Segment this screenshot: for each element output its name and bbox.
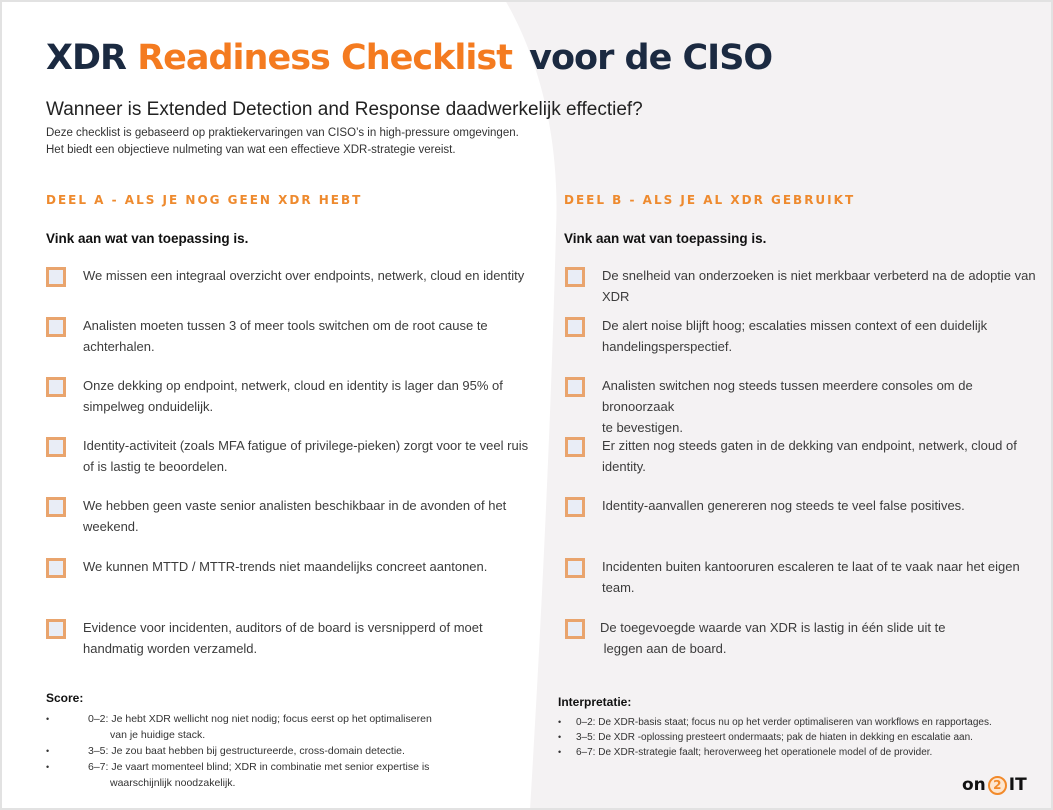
item-text-line-1: We hebben geen vaste senior analisten beschikbaar in de avonden of het (83, 498, 507, 513)
page-subtitle: Wanneer is Extended Detection and Response daadwerkelijk effectief? (46, 99, 643, 120)
logo-text-it: IT (1008, 775, 1027, 795)
score-heading: Score: (46, 691, 84, 705)
checkbox[interactable] (46, 558, 66, 578)
item-text-line-2: team. (602, 580, 635, 595)
title-part-readiness-checklist: Readiness Checklist (137, 38, 512, 78)
item-text-line-1: Onze dekking op endpoint, netwerk, cloud en identity is lager dan 95% of (83, 378, 503, 393)
item-text-line-1: Er zitten nog steeds gaten in de dekking van endpoint, netwerk, cloud of (602, 438, 1017, 453)
checkbox[interactable] (46, 619, 66, 639)
score-item-text: 6–7: Je vaart momenteel blind; XDR in combinatie met senior expertise is (88, 761, 430, 773)
checkbox[interactable] (46, 317, 66, 337)
item-text-line-1: De snelheid van onderzoeken is niet merkbaar verbeterd na de adoptie van (602, 268, 1036, 283)
item-text-line-2: te bevestigen. (602, 420, 683, 435)
item-text-line-1: Analisten switchen nog steeds tussen meerdere consoles om de bronoorzaak (602, 378, 973, 414)
score-item-text: 3–5: Je zou baat hebben bij gestructureerde, cross-domain detectie. (88, 745, 405, 757)
item-text-line-1: De alert noise blijft hoog; escalaties missen context of een duidelijk (602, 318, 988, 333)
logo-text-on: on (962, 775, 986, 795)
score-list (46, 711, 486, 791)
part-b-heading: DEEL B - ALS JE AL XDR GEBRUIKT (564, 193, 856, 207)
score-item-3 (46, 759, 486, 791)
item-text-line-2: XDR (602, 289, 630, 304)
part-a-instruction: Vink aan wat van toepassing is. (46, 231, 249, 246)
item-text-line-2: identity. (602, 459, 646, 474)
title-part-xdr: XDR (46, 38, 138, 78)
checkbox[interactable] (46, 497, 66, 517)
interpretation-item-3: • 6–7: De XDR-strategie faalt; heroverweeg het operationele model of de provider. (558, 745, 992, 760)
score-item-continuation: van je huidige stack. (110, 729, 206, 741)
item-text-line-1: Evidence voor incidenten, auditors of de board is versnipperd of moet (83, 620, 483, 635)
part-a-heading: DEEL A - ALS JE NOG GEEN XDR HEBT (46, 193, 363, 207)
checkbox[interactable] (565, 317, 585, 337)
item-text-line-2: handelingsperspectief. (602, 339, 733, 354)
interpretation-item-2: • 3–5: De XDR -oplossing presteert ondermaats; pak de hiaten in dekking en escalatie aan. (558, 730, 992, 745)
item-text-line-2: leggen aan de board. (600, 641, 727, 656)
intro-line-1: Deze checklist is gebaseerd op praktiekervaringen van CISO’s in high-pressure omgevingen. (46, 127, 519, 139)
item-text-line-1: De toegevoegde waarde van XDR is lastig in één slide uit te (600, 620, 946, 635)
on2it-logo (962, 774, 1027, 796)
checkbox[interactable] (565, 497, 585, 517)
score-item-text: 0–2: Je hebt XDR wellicht nog niet nodig; focus eerst op het optimaliseren (88, 713, 432, 725)
page-title (46, 34, 772, 82)
part-b-instruction: Vink aan wat van toepassing is. (564, 231, 767, 246)
title-part-voor-de-ciso: voor de CISO (517, 38, 773, 78)
checkbox[interactable] (565, 558, 585, 578)
score-item-1 (46, 711, 486, 743)
item-text-line-1: We missen een integraal overzicht over endpoints, netwerk, cloud en identity (83, 268, 525, 283)
checkbox[interactable] (46, 437, 66, 457)
item-text-line-2: achterhalen. (83, 339, 155, 354)
score-item-continuation: waarschijnlijk noodzakelijk. (110, 777, 236, 789)
intro-line-2: Het biedt een objectieve nulmeting van wat een effectieve XDR-strategie vereist. (46, 144, 456, 156)
item-text-line-1: Identity-aanvallen genereren nog steeds te veel false positives. (602, 498, 965, 513)
interpretation-list (558, 715, 992, 760)
interpretation-heading: Interpretatie: (558, 695, 632, 709)
checkbox[interactable] (565, 267, 585, 287)
item-text-line-1: Analisten moeten tussen 3 of meer tools switchen om de root cause te (83, 318, 488, 333)
item-text-line-2: handmatig worden verzameld. (83, 641, 258, 656)
item-text-line-2: simpelweg onduidelijk. (83, 399, 214, 414)
checkbox[interactable] (565, 619, 585, 639)
checkbox[interactable] (46, 267, 66, 287)
logo-circle-2-icon: 2 (988, 776, 1007, 795)
checkbox[interactable] (46, 377, 66, 397)
item-text-line-2: of is lastig te beoordelen. (83, 459, 228, 474)
interpretation-item-1: • 0–2: De XDR-basis staat; focus nu op het verder optimaliseren van workflows en rapportages. (558, 715, 992, 730)
item-text-line-1: Identity-activiteit (zoals MFA fatigue of privilege-pieken) zorgt voor te veel ruis (83, 438, 529, 453)
item-text-line-1: We kunnen MTTD / MTTR-trends niet maandelijks concreet aantonen. (83, 559, 488, 574)
checkbox[interactable] (565, 377, 585, 397)
checkbox[interactable] (565, 437, 585, 457)
score-item-2 (46, 743, 486, 759)
item-text-line-2: weekend. (83, 519, 139, 534)
item-text-line-1: Incidenten buiten kantooruren escaleren te laat of te vaak naar het eigen (602, 559, 1020, 574)
